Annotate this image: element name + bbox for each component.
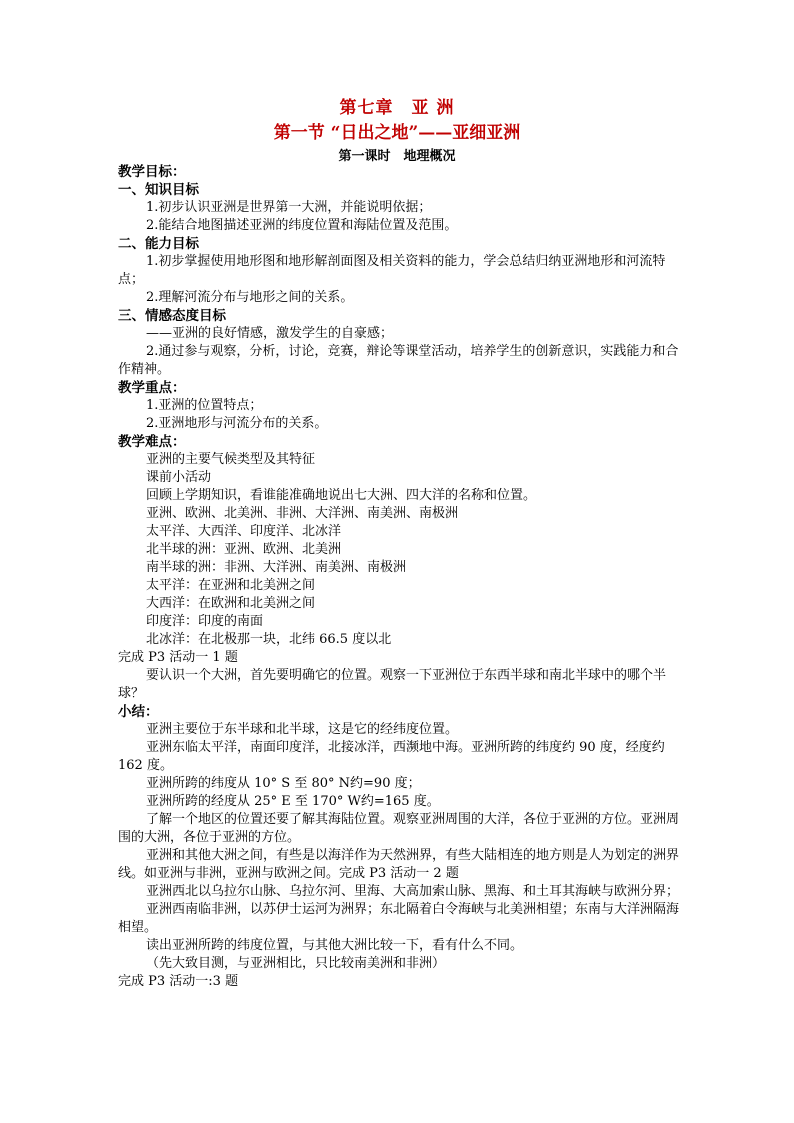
- summary-paragraph: 亚洲所跨的经度从 25° E 至 170° W约=165 度。: [146, 794, 440, 809]
- difficult-item: 回顾上学期知识，看谁能准确地说出七大洲、四大洋的名称和位置。: [146, 488, 537, 503]
- difficult-item: 太平洋：在亚洲和北美洲之间: [146, 578, 316, 593]
- key-item: 1.亚洲的位置特点；: [146, 398, 263, 413]
- knowledge-item: 2.能结合地图描述亚洲的纬度位置和海陆位置及范围。: [146, 218, 458, 233]
- difficult-item: 北半球的洲：亚洲、欧洲、北美洲: [146, 542, 342, 557]
- difficult-item: 北冰洋：在北极那一块，北纬 66.5 度以北: [146, 632, 392, 647]
- difficult-item: 亚洲的主要气候类型及其特征: [146, 452, 316, 467]
- document-body: [118, 163, 684, 991]
- attitude-item: 2.通过参与观察，分析，讨论，竞赛，辩论等课堂活动，培养学生的创新意识，实践能力和合作精神。: [118, 344, 679, 377]
- difficult-item: 大西洋：在欧洲和北美洲之间: [146, 596, 316, 611]
- summary-paragraph: 亚洲所跨的纬度从 10° S 至 80° N约=90 度；: [146, 776, 421, 791]
- difficult-item: 南半球的洲：非洲、大洋洲、南美洲、南极洲: [146, 560, 407, 575]
- knowledge-heading: 一、知识目标: [118, 182, 199, 198]
- difficult-heading: 教学难点：: [118, 434, 186, 450]
- key-heading: 教学重点：: [118, 380, 186, 396]
- summary-paragraph: 亚洲和其他大洲之间，有些是以海洋作为天然洲界，有些大陆相连的地方则是人为划定的洲界线。如亚洲与非洲，亚洲与欧洲之间。完成 P3 活动一 2 题: [118, 848, 680, 881]
- summary-paragraph: （先大致目测，与亚洲相比，只比较南美洲和非洲）: [146, 956, 446, 971]
- title-block: [0, 96, 794, 167]
- ability-heading: 二、能力目标: [118, 236, 199, 252]
- summary-paragraph: 读出亚洲所跨的纬度位置，与其他大洲比较一下，看有什么不同。: [146, 938, 524, 953]
- summary-paragraph: 亚洲东临太平洋，南面印度洋，北接冰洋，西濒地中海。亚洲所跨的纬度约 90 度，经度约 162 度。: [118, 740, 665, 773]
- ability-item: 2.理解河流分布与地形之间的关系。: [146, 290, 354, 305]
- difficult-item: 亚洲、欧洲、北美洲、非洲、大洋洲、南美洲、南极洲: [146, 506, 459, 521]
- summary-heading: 小结：: [118, 704, 159, 720]
- chapter-title: 第七章 亚 洲: [339, 98, 455, 118]
- difficult-item: 太平洋、大西洋、印度洋、北冰洋: [146, 524, 342, 539]
- activity-three: 完成 P3 活动一:3 题: [118, 974, 239, 989]
- attitude-heading: 三、情感态度目标: [118, 308, 226, 324]
- summary-paragraph: 亚洲西北以乌拉尔山脉、乌拉尔河、里海、大高加索山脉、黑海、和土耳其海峡与欧洲分界；: [146, 884, 680, 899]
- difficult-item: 课前小活动: [146, 470, 212, 485]
- section-title: 第一节 “日出之地”——亚细亚洲: [273, 123, 521, 143]
- summary-paragraph: 亚洲西南临非洲，以苏伊士运河为洲界；东北隔着白令海峡与北美洲相望；东南与大洋洲隔海相望。: [118, 902, 680, 935]
- knowledge-item: 1.初步认识亚洲是世界第一大洲，并能说明依据；: [146, 200, 432, 215]
- goals-heading: 教学目标：: [118, 164, 186, 180]
- summary-paragraph: 了解一个地区的位置还要了解其海陆位置。观察亚洲周围的大洋，各位于亚洲的方位。亚洲周围的大洲，各位于亚洲的方位。: [118, 812, 680, 845]
- question-paragraph: 要认识一个大洲，首先要明确它的位置。观察一下亚洲位于东西半球和南北半球中的哪个半球？: [118, 668, 667, 701]
- key-item: 2.亚洲地形与河流分布的关系。: [146, 416, 328, 431]
- lesson-title: 第一课时 地理概况: [338, 149, 456, 164]
- difficult-item: 印度洋：印度的南面: [146, 614, 264, 629]
- summary-paragraph: 亚洲主要位于东半球和北半球，这是它的经纬度位置。: [146, 722, 459, 737]
- attitude-item: ——亚洲的良好情感，激发学生的自豪感；: [146, 326, 394, 341]
- ability-item: 1.初步掌握使用地形图和地形解剖面图及相关资料的能力，学会总结归纳亚洲地形和河流特点；: [118, 254, 666, 287]
- activity-one: 完成 P3 活动一 1 题: [118, 650, 238, 665]
